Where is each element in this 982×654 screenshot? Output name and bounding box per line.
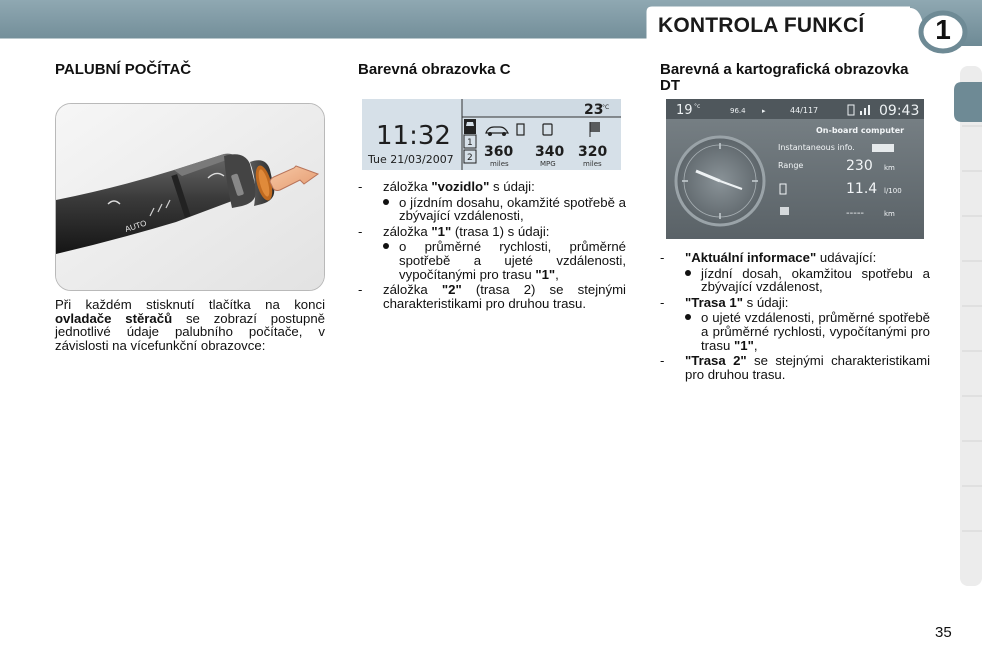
list-dash: - bbox=[660, 353, 665, 369]
screen-c-value-consumption: 340 bbox=[535, 144, 565, 160]
play-icon: ▸ bbox=[762, 107, 766, 115]
screen-dt-row-label: Instantaneous info. bbox=[778, 143, 855, 152]
screen-c-unit: miles bbox=[490, 160, 509, 168]
info-toggle-icon bbox=[872, 144, 894, 152]
list-subitem bbox=[358, 196, 626, 223]
screen-c-display bbox=[362, 99, 621, 170]
wiper-stalk-photo bbox=[55, 103, 325, 291]
screen-dt-list bbox=[660, 251, 930, 381]
column-color-screen-c bbox=[358, 62, 626, 78]
list-dash: - bbox=[358, 282, 363, 298]
wiper-stalk-term: ovladače stěračů bbox=[55, 310, 173, 326]
text-part: o ujeté vzdálenosti, průměrné spotřebě a průměrné rychlosti, vypočítanými pro trasu bbox=[701, 310, 930, 353]
text-part-bold: "1" bbox=[535, 266, 556, 282]
wiper-stalk-icon bbox=[56, 104, 325, 291]
list-subitem bbox=[660, 311, 930, 352]
bullet-icon bbox=[383, 199, 389, 205]
screen-c-unit: MPG bbox=[540, 160, 556, 168]
screen-dt-display bbox=[666, 99, 924, 239]
screen-c-time: 11:32 bbox=[376, 121, 451, 151]
vehicle-tab bbox=[464, 119, 476, 134]
text-part-bold: "vozidlo" bbox=[431, 179, 490, 194]
screen-dt-temperature-unit: °c bbox=[694, 103, 701, 110]
text-part-bold: "1" bbox=[733, 337, 754, 353]
section-heading: Barevná obrazovka C bbox=[358, 61, 511, 78]
text-part: s údaji: bbox=[489, 179, 535, 194]
text-part: (trasa 1) s údaji: bbox=[451, 223, 550, 239]
onboard-computer-description bbox=[55, 298, 325, 352]
text-part-bold: "Trasa 2" bbox=[685, 353, 747, 369]
screen-dt-title: On-board computer bbox=[816, 126, 905, 135]
text-part: záložka bbox=[383, 179, 432, 194]
list-item bbox=[358, 283, 626, 310]
list-dash: - bbox=[358, 223, 363, 239]
bullet-icon bbox=[685, 270, 691, 276]
section-heading: PALUBNÍ POČÍTAČ bbox=[55, 61, 192, 78]
column-color-map-screen-dt bbox=[660, 62, 930, 94]
text-part-bold: "Trasa 1" bbox=[685, 294, 743, 310]
text-part: se zobrazí postupně jednotlivé údaje palubního počítače, v závislosti na vícefunkční obrazovce: bbox=[55, 310, 325, 353]
text-part: jízdní dosah, okamžitou spotřebu a zbývající vzdálenost, bbox=[701, 265, 930, 295]
chapter-tab-strip bbox=[954, 66, 982, 586]
screen-c-unit: miles bbox=[583, 160, 602, 168]
screen-dt-temperature: 19 bbox=[676, 103, 693, 118]
text-part: , bbox=[555, 266, 559, 282]
text-part: udávající: bbox=[816, 250, 877, 265]
text-part: , bbox=[753, 337, 758, 353]
screen-c-list bbox=[358, 180, 626, 310]
text-part: o průměrné rychlosti, průměrné spotřebě a ujeté vzdálenosti, vypočítanými pro trasu bbox=[399, 239, 626, 282]
screen-dt-time: 09:43 bbox=[879, 103, 920, 119]
screen-dt-row-unit: l/100 bbox=[884, 187, 902, 195]
bullet-icon bbox=[685, 314, 691, 320]
list-subitem bbox=[660, 267, 930, 294]
screen-dt-row-unit: km bbox=[884, 164, 895, 172]
screen-dt-graphic bbox=[666, 99, 924, 239]
text-part-bold: "Aktuální informace" bbox=[685, 250, 817, 265]
screen-c-temperature-unit: °C bbox=[602, 104, 610, 111]
text-part: Při každém stisknutí tlačítka na konci bbox=[55, 297, 325, 312]
flag-icon bbox=[590, 122, 600, 132]
active-chapter-tab[interactable] bbox=[954, 82, 982, 122]
screen-dt-row-label: Range bbox=[778, 161, 804, 170]
text-part: záložka bbox=[383, 282, 442, 298]
screen-dt-distance-value: ----- bbox=[846, 208, 865, 219]
text-part: (trasa 2) se stejnými charakteristikami pro druhou trasu. bbox=[383, 282, 626, 311]
chapter-title: KONTROLA FUNKCÍ bbox=[658, 14, 865, 37]
screen-c-graphic bbox=[362, 99, 621, 170]
stalk-auto-label: AUTO bbox=[123, 218, 148, 234]
bullet-icon bbox=[383, 243, 389, 249]
screen-dt-range-value: 230 bbox=[846, 158, 873, 174]
list-item bbox=[660, 296, 930, 310]
screen-dt-row-unit: km bbox=[884, 210, 895, 218]
chapter-number: 1 bbox=[935, 14, 951, 45]
column-onboard-computer bbox=[55, 62, 325, 78]
trip-1-tab: 1 bbox=[467, 138, 473, 148]
list-subitem bbox=[358, 240, 626, 281]
list-item bbox=[358, 225, 626, 239]
section-heading: Barevná a kartografická obrazovka DT bbox=[660, 61, 909, 94]
list-dash: - bbox=[660, 294, 665, 310]
text-part-bold: "2" bbox=[441, 282, 462, 298]
screen-dt-consumption-value: 11.4 bbox=[846, 181, 878, 197]
flag-icon bbox=[780, 207, 789, 215]
text-part-bold: "1" bbox=[431, 223, 452, 239]
list-dash: - bbox=[358, 179, 363, 194]
list-item bbox=[358, 180, 626, 194]
trip-2-tab: 2 bbox=[467, 153, 473, 163]
list-item bbox=[660, 251, 930, 265]
list-item bbox=[660, 354, 930, 381]
screen-c-temperature: 23 bbox=[584, 102, 604, 118]
screen-c-value-distance: 320 bbox=[578, 144, 608, 160]
text-part: záložka bbox=[383, 223, 432, 239]
text-part: s údaji: bbox=[742, 294, 789, 310]
text-part: o jízdním dosahu, okamžité spotřebě a zbývající vzdálenosti, bbox=[399, 194, 626, 224]
screen-dt-media-track: 44/117 bbox=[790, 106, 819, 115]
text-part: se stejnými charakteristikami pro druhou trasu. bbox=[685, 353, 930, 382]
screen-c-value-range: 360 bbox=[484, 144, 514, 160]
screen-dt-radio-frequency: 96.4 bbox=[730, 107, 746, 115]
screen-c-date: Tue 21/03/2007 bbox=[368, 153, 454, 166]
page-number: 35 bbox=[935, 624, 952, 641]
list-dash: - bbox=[660, 250, 665, 265]
